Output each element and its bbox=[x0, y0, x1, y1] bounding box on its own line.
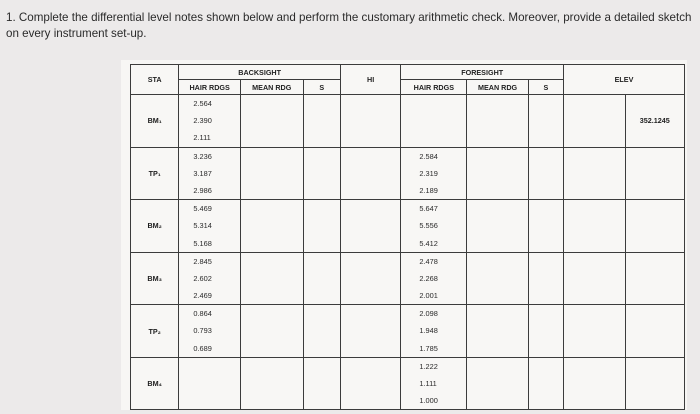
fs-mean-cell[interactable] bbox=[467, 252, 529, 305]
bs-reading: 2.564 bbox=[193, 99, 212, 108]
fs-reading bbox=[401, 129, 466, 146]
fs-hair-readings bbox=[401, 95, 467, 148]
table-row bbox=[131, 95, 685, 148]
header-elev: ELEV bbox=[564, 65, 685, 95]
table-row bbox=[131, 147, 685, 200]
station-cell: BM₁ bbox=[131, 95, 179, 148]
fs-hair-readings bbox=[401, 305, 467, 358]
elev-cell bbox=[625, 200, 684, 253]
fs-reading: 2.319 bbox=[419, 168, 438, 178]
bs-reading: 0.689 bbox=[193, 343, 212, 353]
fs-reading: 2.001 bbox=[419, 291, 438, 301]
header-backsight: BACKSIGHT bbox=[179, 65, 341, 80]
fs-mean-cell[interactable] bbox=[467, 147, 529, 200]
header-foresight: FORESIGHT bbox=[401, 65, 564, 80]
bs-s-cell[interactable] bbox=[303, 147, 340, 200]
table-row bbox=[131, 305, 685, 358]
bs-mean-cell[interactable] bbox=[240, 305, 303, 358]
fs-reading: 1.948 bbox=[419, 326, 438, 336]
bs-mean-cell[interactable] bbox=[240, 357, 303, 410]
fs-reading: 1.111 bbox=[419, 379, 437, 388]
fs-reading: 2.268 bbox=[419, 273, 438, 283]
fs-reading: 5.556 bbox=[419, 221, 438, 231]
bs-reading bbox=[179, 358, 240, 375]
station-cell: TP₂ bbox=[131, 305, 179, 358]
table-row bbox=[131, 200, 685, 253]
fs-reading: 1.222 bbox=[419, 361, 438, 371]
fs-s-cell[interactable] bbox=[528, 95, 563, 148]
fs-mean-cell[interactable] bbox=[467, 305, 529, 358]
bs-s-cell[interactable] bbox=[303, 357, 340, 410]
bs-reading: 0.793 bbox=[193, 326, 212, 336]
bs-reading: 2.986 bbox=[193, 185, 212, 195]
bs-mean-cell[interactable] bbox=[240, 252, 303, 305]
table-row bbox=[131, 357, 685, 410]
elev-blank-cell[interactable] bbox=[564, 147, 626, 200]
bs-reading: 3.187 bbox=[193, 168, 212, 178]
fs-reading bbox=[401, 112, 466, 129]
elev-cell bbox=[625, 147, 684, 200]
bs-hair-readings bbox=[179, 200, 241, 253]
elev-blank-cell[interactable] bbox=[564, 200, 626, 253]
fs-s-cell[interactable] bbox=[528, 357, 563, 410]
elev-cell: 352.1245 bbox=[625, 95, 684, 148]
elev-blank-cell[interactable] bbox=[564, 252, 626, 305]
hi-cell[interactable] bbox=[340, 200, 400, 253]
fs-reading: 2.478 bbox=[419, 256, 438, 266]
elev-blank-cell[interactable] bbox=[564, 357, 626, 410]
station-cell: BM₄ bbox=[131, 357, 179, 410]
bs-reading: 2.469 bbox=[193, 291, 212, 301]
bs-reading: 2.602 bbox=[193, 273, 212, 283]
fs-reading: 1.785 bbox=[419, 343, 438, 353]
fs-hair-readings bbox=[401, 200, 467, 253]
bs-s-cell[interactable] bbox=[303, 252, 340, 305]
fs-reading: 2.189 bbox=[419, 185, 438, 195]
bs-mean-cell[interactable] bbox=[240, 147, 303, 200]
bs-reading: 5.168 bbox=[193, 238, 212, 248]
elev-cell bbox=[625, 305, 684, 358]
bs-reading bbox=[179, 392, 240, 409]
elev-blank-cell[interactable] bbox=[564, 305, 626, 358]
fs-reading: 1.000 bbox=[419, 396, 438, 406]
bs-hair-readings bbox=[179, 95, 241, 148]
elev-blank-cell[interactable] bbox=[564, 95, 626, 148]
bs-hair-readings bbox=[179, 305, 241, 358]
elev-cell bbox=[625, 252, 684, 305]
station-cell: BM₂ bbox=[131, 200, 179, 253]
fs-mean-cell[interactable] bbox=[467, 200, 529, 253]
header-fs-mean-rdg: MEAN RDG bbox=[467, 80, 529, 95]
fs-reading: 2.584 bbox=[419, 151, 438, 161]
fs-s-cell[interactable] bbox=[528, 200, 563, 253]
fs-mean-cell[interactable] bbox=[467, 95, 529, 148]
bs-hair-readings bbox=[179, 252, 241, 305]
bs-s-cell[interactable] bbox=[303, 95, 340, 148]
fs-s-cell[interactable] bbox=[528, 147, 563, 200]
hi-cell[interactable] bbox=[340, 252, 400, 305]
bs-reading: 3.236 bbox=[193, 151, 212, 161]
header-bs-hair-rdgs: HAIR RDGS bbox=[179, 80, 241, 95]
hi-cell[interactable] bbox=[340, 357, 400, 410]
fs-mean-cell[interactable] bbox=[467, 357, 529, 410]
bs-s-cell[interactable] bbox=[303, 305, 340, 358]
bs-s-cell[interactable] bbox=[303, 200, 340, 253]
station-cell: BM₃ bbox=[131, 252, 179, 305]
table-row bbox=[131, 252, 685, 305]
fs-reading bbox=[401, 95, 466, 112]
header-sta: STA bbox=[131, 65, 179, 95]
question-text: 1. Complete the differential level notes shown below and perform the customary arithmetic check. Moreover, provide a detailed sketch on every instrument set-up. bbox=[6, 11, 692, 40]
fs-s-cell[interactable] bbox=[528, 252, 563, 305]
hi-cell[interactable] bbox=[340, 95, 400, 148]
header-bs-mean-rdg: MEAN RDG bbox=[240, 80, 303, 95]
hi-cell[interactable] bbox=[340, 305, 400, 358]
bs-reading: 2.390 bbox=[193, 116, 212, 126]
level-notes-table bbox=[130, 64, 685, 410]
header-fs-hair-rdgs: HAIR RDGS bbox=[401, 80, 467, 95]
header-fs-s: S bbox=[528, 80, 563, 95]
bs-reading: 0.864 bbox=[193, 309, 212, 319]
bs-reading: 2.845 bbox=[193, 256, 212, 266]
header-bs-s: S bbox=[303, 80, 340, 95]
fs-reading: 2.098 bbox=[419, 309, 438, 319]
fs-hair-readings bbox=[401, 147, 467, 200]
elev-cell bbox=[625, 357, 684, 410]
fs-s-cell[interactable] bbox=[528, 305, 563, 358]
header-hi: HI bbox=[340, 65, 400, 95]
bs-reading bbox=[179, 375, 240, 392]
bs-mean-cell[interactable] bbox=[240, 95, 303, 148]
hi-cell[interactable] bbox=[340, 147, 400, 200]
bs-hair-readings bbox=[179, 147, 241, 200]
fs-hair-readings bbox=[401, 252, 467, 305]
bs-mean-cell[interactable] bbox=[240, 200, 303, 253]
fs-hair-readings bbox=[401, 357, 467, 410]
bs-reading: 5.314 bbox=[193, 221, 212, 231]
bs-hair-readings bbox=[179, 357, 241, 410]
bs-reading: 2.111 bbox=[193, 133, 211, 143]
fs-reading: 5.647 bbox=[419, 204, 438, 214]
fs-reading: 5.412 bbox=[419, 238, 438, 248]
bs-reading: 5.469 bbox=[193, 204, 212, 214]
station-cell: TP₁ bbox=[131, 147, 179, 200]
